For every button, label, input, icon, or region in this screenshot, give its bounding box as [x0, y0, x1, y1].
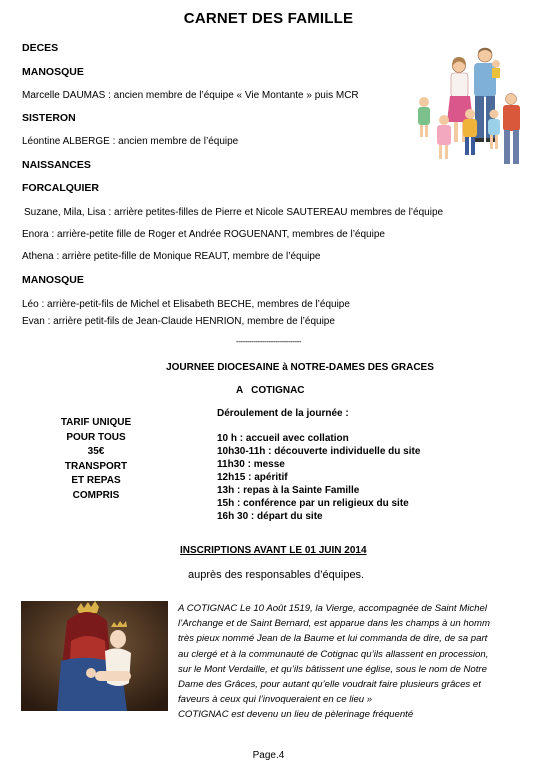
histoire-line: Dame des Grâces, pour autant qu’elle voudrait faire plusieurs grâces et — [178, 679, 481, 691]
programme-item: 10h30-11h : découverte individuelle du site — [217, 446, 421, 457]
histoire-line: au clergé et à la communauté de Cotignac qu’ils allassent en procession, — [178, 648, 489, 660]
programme-heading: Déroulement de la journée : — [217, 408, 349, 419]
histoire-line: l’Archange et de Saint Bernard, est apparue dans les champs à un homm — [178, 618, 490, 630]
manosque-naissances-heading: MANOSQUE — [22, 274, 84, 286]
separator: ------------------------------ — [236, 337, 301, 346]
programme-item: 10 h : accueil avec collation — [217, 433, 349, 444]
tarif-line: TRANSPORT — [64, 460, 128, 472]
naissance-entry: Enora : arrière-petite fille de Roger et Andrée ROGUENANT, membres de l’équipe — [22, 229, 385, 240]
tarif-line: 35€ — [87, 446, 105, 458]
page-title: CARNET DES FAMILLE — [183, 10, 354, 27]
page-number: Page.4 — [252, 750, 285, 761]
tarif-line: TARIF UNIQUE — [60, 417, 132, 428]
programme-item: 13h : repas à la Sainte Famille — [217, 485, 360, 496]
sisteron-heading: SISTERON — [22, 112, 76, 124]
naissance-entry: Léo : arrière-petit-fils de Michel et Elisabeth BECHE, membres de l’équipe — [22, 299, 350, 310]
deces-sisteron-entry: Léontine ALBERGE : ancien membre de l’équipe — [22, 136, 239, 147]
programme-item: 11h30 : messe — [217, 459, 285, 470]
histoire-closing: COTIGNAC est devenu un lieu de pèlerinage fréquenté — [178, 709, 414, 720]
histoire-line: A COTIGNAC Le 10 Août 1519, la Vierge, accompagnée de Saint Michel — [178, 603, 487, 614]
naissance-entry: Suzane, Mila, Lisa : arrière petites-filles de Pierre et Nicole SAUTEREAU membres de l’équipe — [24, 207, 444, 218]
tarif-line: COMPRIS — [72, 489, 120, 501]
forcalquier-heading: FORCALQUIER — [22, 182, 99, 194]
histoire-line: très pieux nommé Jean de la Baume et lui commanda de dire, de sa part — [178, 633, 488, 645]
histoire-text — [178, 601, 490, 707]
tarif-line: ET REPAS — [71, 475, 121, 487]
inscriptions-contact: auprès des responsables d’équipes. — [188, 569, 365, 581]
programme-list — [217, 432, 420, 523]
journee-title: JOURNEE DIOCESAINE à NOTRE-DAMES DES GRACES — [166, 362, 434, 373]
programme-item: 16h 30 : départ du site — [217, 511, 323, 522]
histoire-line: sur le Mont Verdaille, et qu’ils bâtissent une église, sous le nom de Notre — [178, 663, 487, 675]
naissances-heading: NAISSANCES — [22, 159, 91, 171]
naissance-entry: Athena : arrière petite-fille de Monique REAUT, membre de l’équipe — [22, 251, 321, 262]
madonna-painting — [21, 601, 168, 711]
journee-place: A COTIGNAC — [236, 385, 305, 396]
deces-heading: DECES — [22, 42, 59, 54]
programme-item: 12h15 : apéritif — [217, 472, 288, 483]
family-illustration — [412, 44, 524, 172]
manosque-deces-heading: MANOSQUE — [22, 66, 84, 78]
inscriptions-deadline: INSCRIPTIONS AVANT LE 01 JUIN 2014 — [180, 545, 367, 556]
deces-manosque-entry: Marcelle DAUMAS : ancien membre de l’équipe « Vie Montante » puis MCR — [22, 90, 359, 101]
histoire-line: faveurs à ceux qui l’invoqueraient en ce lieu » — [178, 694, 373, 706]
naissance-entry: Evan : arrière petit-fils de Jean-Claude HENRION, membre de l’équipe — [22, 316, 335, 327]
programme-item: 15h : conférence par un religieux du site — [217, 498, 409, 509]
tarif-line: POUR TOUS — [66, 431, 126, 443]
tarif-block — [30, 416, 162, 504]
